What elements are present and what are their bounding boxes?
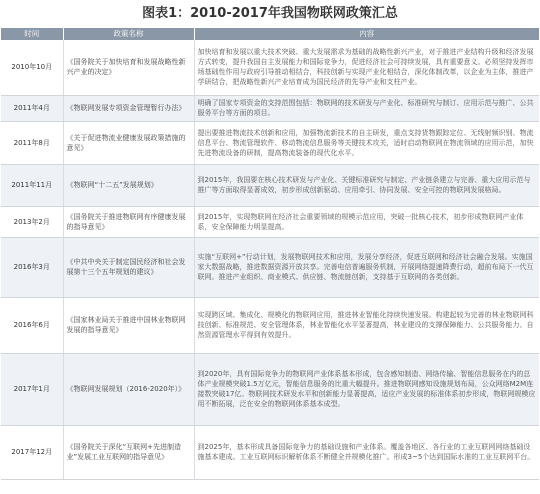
row-policy-name: 《国务院关于深化“互联网+先进制造业”发展工业互联网的指导意见》 <box>63 425 194 479</box>
table-row <box>1 297 539 353</box>
row-content: 实现跨区域、集成化、规模化的物联网应用，推进林业智能化持续快速发展。构建起较为完善的林业物联网科技创新、标准规范、安全管理体系，林业智能化水平显著提高，林业建设的支撑保障能力、公共服务能力、自然资源管理水平得到有效提升。 <box>194 297 539 353</box>
row-date: 2016年6月 <box>1 297 63 353</box>
policy-table <box>1 28 539 480</box>
row-content: 到2015年，我国要在核心技术研发与产业化、关键标准研究与制定、产业链条建立与完善、重大应用示范与推广等方面取得显著成效，初步形成创新驱动、应用牵引、协同发展、安全可控的物联网发展格局。 <box>194 164 539 206</box>
row-date: 2011年11月 <box>1 164 63 206</box>
row-policy-name: 《国务院关于加快培育和发展战略性新兴产业的决定》 <box>63 40 194 95</box>
column-header-date: 时间 <box>1 28 63 40</box>
row-policy-name: 《物联网发展专项资金管理暂行办法》 <box>63 95 194 121</box>
row-date: 2011年8月 <box>1 121 63 164</box>
row-content: 到2015年，实现物联网在经济社会重要领域的规模示范应用，突破一批核心技术，初步形成物联网产业体系，安全保障能力明显提高。 <box>194 206 539 237</box>
row-date: 2010年10月 <box>1 40 63 95</box>
table-row <box>1 40 539 95</box>
row-policy-name: 《关于促进物流业健康发展政策措施的意见》 <box>63 121 194 164</box>
table-row <box>1 237 539 297</box>
row-date: 2017年12月 <box>1 425 63 479</box>
row-content: 实施“互联网+”行动计划，发展物联网技术和应用，发展分享经济，促进互联网和经济社会融合发展。实施国家大数据战略，推进数据资源开放共享。完善电信普遍服务机制，开展网络提速降费行动，超前布局下一代互联网。推进产业组织、商业模式、供应链、物流链创新，支持基于互联网的各类创新。 <box>194 237 539 297</box>
row-policy-name: 《国家林业局关于推进中国林业物联网发展的指导意见》 <box>63 297 194 353</box>
table-row <box>1 121 539 164</box>
row-content: 加快培育和发展以重大技术突破、重大发展需求为基础的战略性新兴产业，对于推进产业结构升级和经济发展方式转变，提升我国自主发展能力和国际竞争力，促进经济社会可持续发展，具有重要意义。必须坚持发挥市场基础性作用与政府引导推动相结合，科技创新与实现产业化相结合，深化体制改革，以企业为主体，推进产学研结合，把战略性新兴产业培育成为国民经济的先导产业和支柱产业。 <box>194 40 539 95</box>
column-header-policy-name: 政策名称 <box>63 28 194 40</box>
table-row <box>1 425 539 479</box>
column-header-content: 内容 <box>194 28 539 40</box>
row-content: 明确了国家专项资金的支持范围包括：物联网的技术研发与产业化、标准研究与制订、应用示范与推广、公共服务平台等方面的项目。 <box>194 95 539 121</box>
row-date: 2011年4月 <box>1 95 63 121</box>
table-row <box>1 206 539 237</box>
table-header-row <box>1 28 539 40</box>
row-policy-name: 《国务院关于推进物联网有序健康发展的指导意见》 <box>63 206 194 237</box>
table-row <box>1 353 539 425</box>
row-policy-name: 《物联网“十二五”发展规划》 <box>63 164 194 206</box>
row-date: 2017年1月 <box>1 353 63 425</box>
page-title: 图表1：2010-2017年我国物联网政策汇总 <box>142 6 398 21</box>
row-policy-name: 《物联网发展规划（2016-2020年）》 <box>63 353 194 425</box>
table-row <box>1 164 539 206</box>
row-date: 2013年2月 <box>1 206 63 237</box>
row-content: 到2020年，具有国际竞争力的物联网产业体系基本形成，包含感知制造、网络传输、智能信息服务在内的总体产业规模突破1.5万亿元，智能信息服务的比重大幅提升。推进物联网感知设施规划布局，公众网络M2M连接数突破17亿。物联网技术研发水平和创新能力显著提高，适应产业发展的标准体系初步形成，物联网规模应用不断拓展，泛在安全的物联网体系基本成型。 <box>194 353 539 425</box>
row-policy-name: 《中共中央关于制定国民经济和社会发展第十三个五年规划的建议》 <box>63 237 194 297</box>
table-row <box>1 95 539 121</box>
row-date: 2016年3月 <box>1 237 63 297</box>
row-content: 提出要推进物流技术创新和应用，加强物流新技术的自主研发，重点支持货物跟踪定位、无线射频识别、物流信息平台、物流管理软件、移动物流信息服务等关键技术攻关，适时启动物联网在物流领域的应用示范，加快先进物流设备的研制，提高物流装备的现代化水平。 <box>194 121 539 164</box>
row-content: 到2025年，基本形成具备国际竞争力的基础设施和产业体系。覆盖各地区、各行业的工业互联网网络基础设施基本建成。工业互联网标识解析体系不断健全并规模化推广。形成3~5个达到国际水准的工业互联网平台。 <box>194 425 539 479</box>
